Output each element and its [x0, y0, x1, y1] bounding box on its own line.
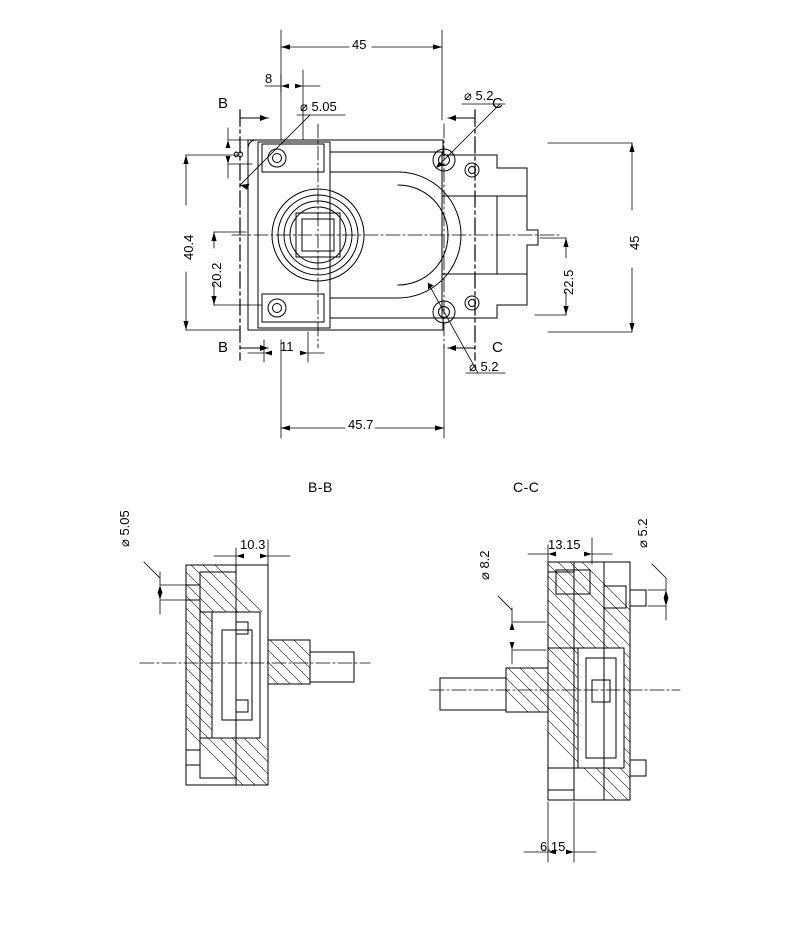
section-title-cc: C-C — [513, 479, 540, 495]
dim-label-height-overall: 40.4 — [181, 234, 196, 260]
cut-mark-c-top: C — [492, 95, 503, 112]
dim-label-bb-hole: ⌀ 5.05 — [117, 510, 132, 547]
dim-label-cc-bottom: 6.15 — [540, 839, 566, 854]
dim-label-offset-left: 8 — [265, 71, 273, 86]
dim-label-cc-width: 13.15 — [548, 537, 581, 552]
dim-label-hole-upper-right: ⌀ 5.2 — [464, 88, 494, 103]
dim-label-right-inner-height: 22.5 — [561, 269, 576, 295]
cut-mark-c-bottom: C — [492, 339, 503, 356]
dim-label-cc-hole-left: ⌀ 8.2 — [477, 550, 492, 580]
section-cc-dimension-lines — [498, 538, 668, 862]
dim-label-hole-upper-left: ⌀ 5.05 — [300, 99, 337, 114]
dim-label-cc-hole-right: ⌀ 5.2 — [635, 518, 650, 548]
cut-mark-b-bottom: B — [218, 339, 229, 356]
dim-label-bb-thickness: 10.3 — [240, 537, 266, 552]
top-view-dimension-lines — [183, 30, 634, 438]
section-bb-geometry — [186, 565, 354, 785]
dim-label-width-overall: 45 — [352, 37, 367, 52]
dim-label-right-height: 45 — [627, 235, 642, 250]
dim-label-bottom-offset: 11 — [280, 339, 294, 354]
cut-mark-b-top: B — [218, 95, 229, 112]
dim-label-hole-lower-right: ⌀ 5.2 — [469, 359, 499, 374]
dim-label-height-half: 20.2 — [209, 262, 224, 288]
section-title-bb: B-B — [308, 479, 333, 495]
section-cc-hatching — [490, 490, 690, 874]
section-cc-geometry — [440, 562, 646, 800]
section-bb-hatching — [150, 500, 340, 872]
dim-label-offset-left-vertical: 8 — [231, 150, 246, 158]
dim-label-bottom-overall: 45.7 — [348, 417, 374, 432]
section-arrow-c — [448, 115, 475, 351]
